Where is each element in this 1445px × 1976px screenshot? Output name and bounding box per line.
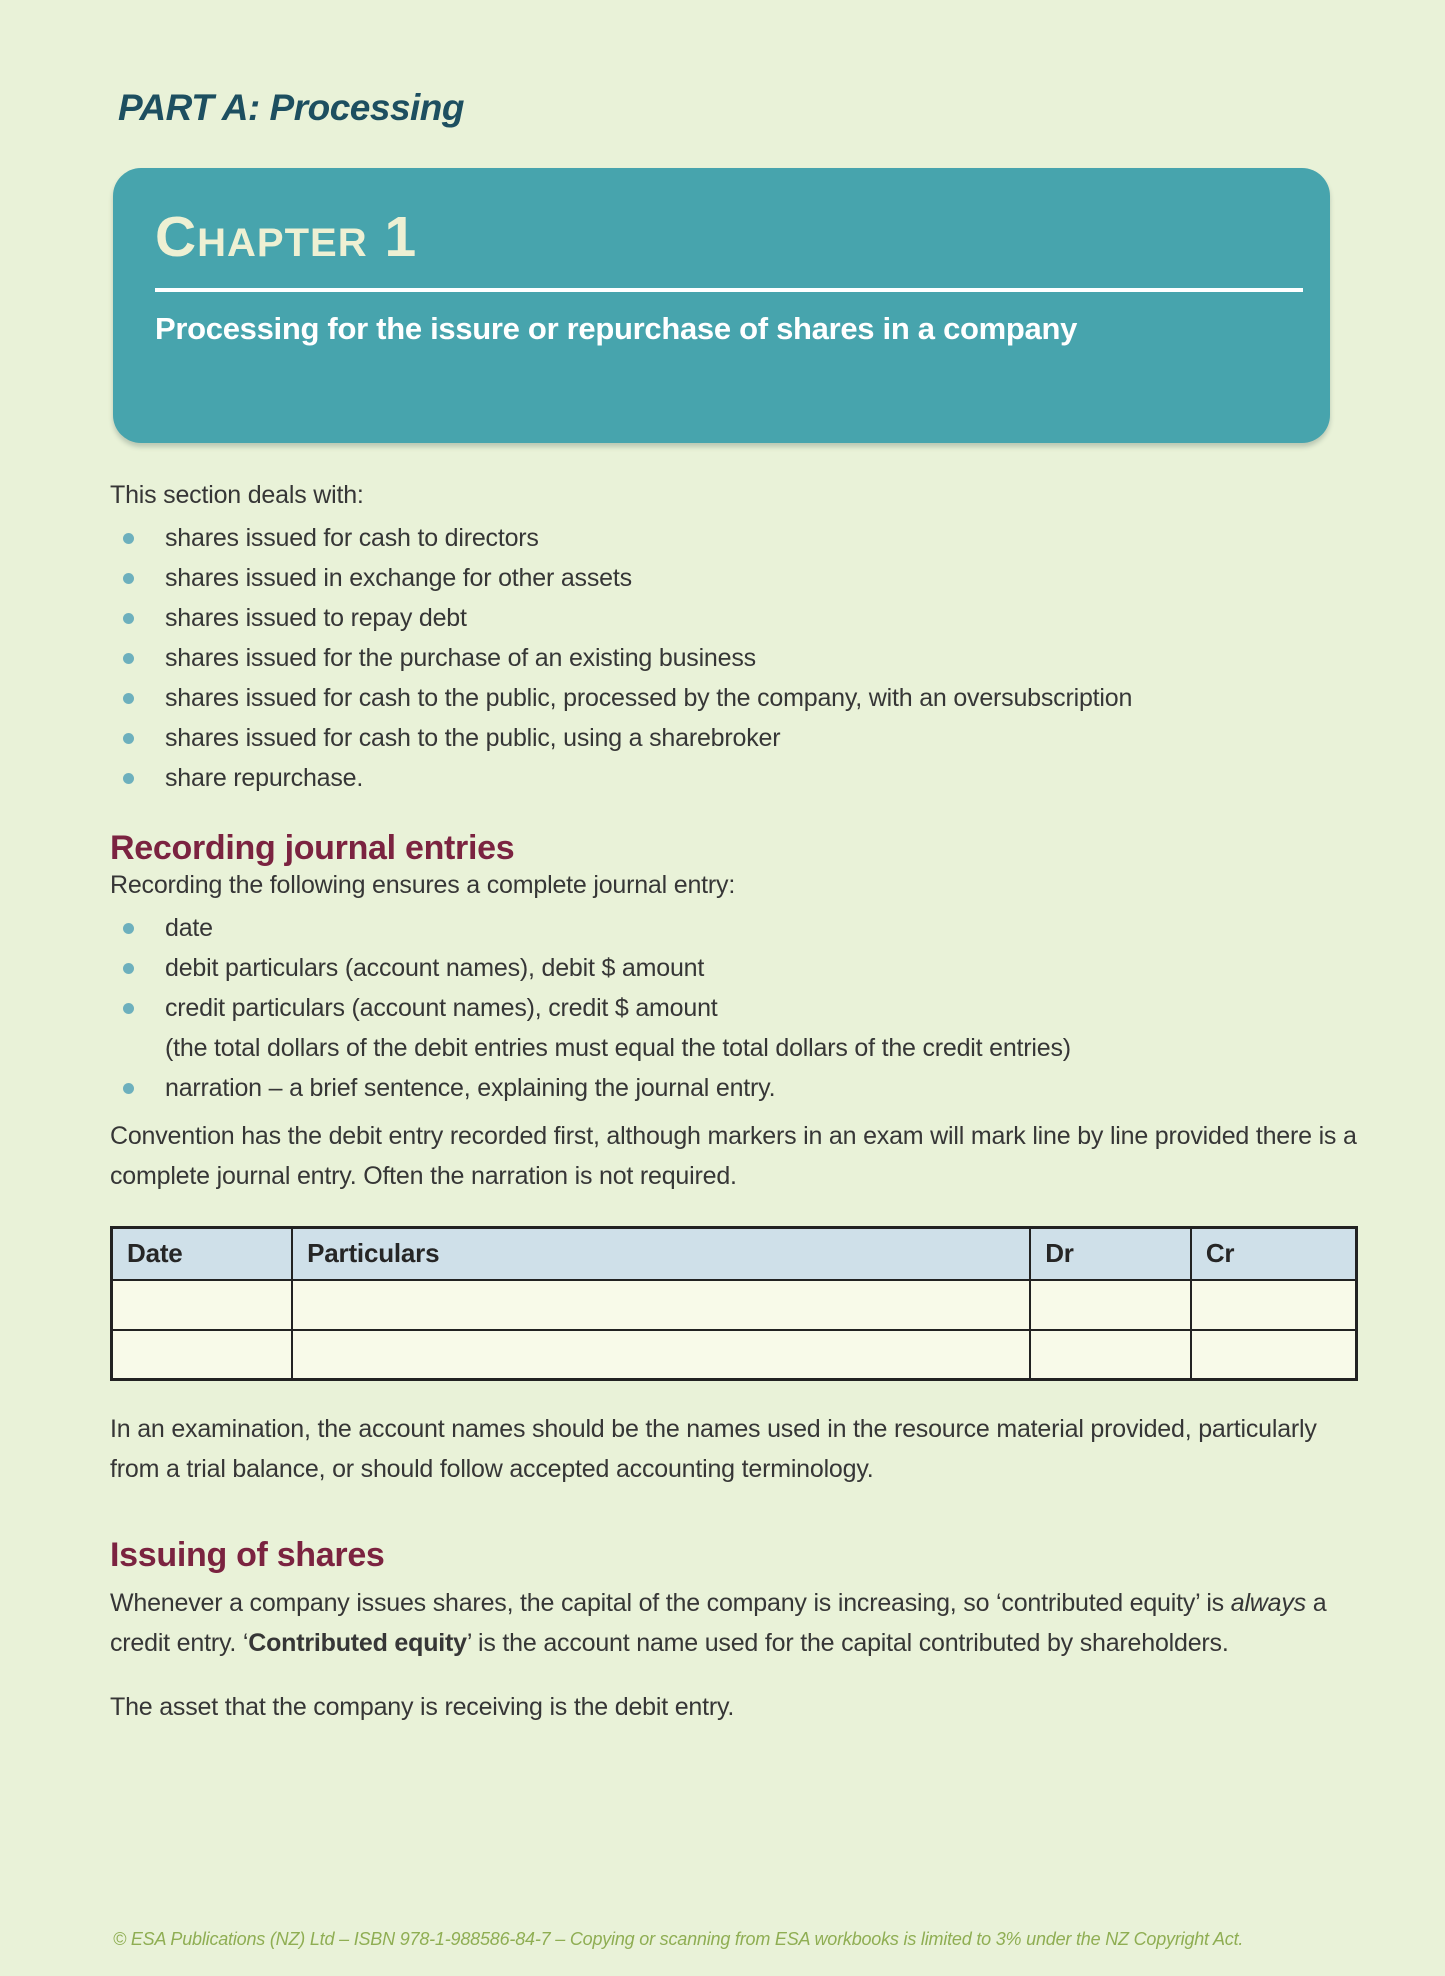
table-header-row [112, 1228, 1357, 1280]
bullet-icon [123, 1083, 134, 1094]
part-title: PART A: Processing [118, 87, 465, 128]
issuing-paragraph-1 [110, 1583, 1370, 1663]
list-item: shares issued in exchange for other assets [110, 558, 1370, 598]
table-cell [112, 1280, 293, 1330]
intro-bullet-list [110, 518, 1370, 798]
list-item: share repurchase. [110, 758, 1370, 798]
list-item: credit particulars (account names), credit $ amount [110, 988, 1370, 1028]
issuing-paragraph-2: The asset that the company is receiving is the debit entry. [110, 1693, 735, 1721]
list-item: narration – a brief sentence, explaining the journal entry. [110, 1068, 1370, 1108]
table-cell [1030, 1330, 1191, 1380]
bullet-icon [123, 1003, 134, 1014]
list-item: shares issued for cash to directors [110, 518, 1370, 558]
table-cell [292, 1280, 1030, 1330]
column-header-particulars: Particulars [292, 1228, 1030, 1280]
list-item: debit particulars (account names), debit $ amount [110, 948, 1370, 988]
recording-lead: Recording the following ensures a complete journal entry: [110, 871, 736, 899]
list-item: shares issued for the purchase of an existing business [110, 638, 1370, 678]
bullet-icon [123, 693, 134, 704]
bullet-icon [123, 963, 134, 974]
column-header-date: Date [112, 1228, 293, 1280]
chapter-divider-rule [155, 288, 1303, 292]
list-item-continuation: (the total dollars of the debit entries must equal the total dollars of the credit entries) [165, 1034, 1071, 1062]
table-cell [1191, 1280, 1357, 1330]
bullet-icon [123, 773, 134, 784]
column-header-dr: Dr [1030, 1228, 1191, 1280]
journal-entry-table [110, 1226, 1358, 1381]
chapter-number-title: Chapter 1 [155, 205, 418, 269]
intro-lead: This section deals with: [110, 481, 364, 509]
issuing-text-part2: a credit entry. ‘ [110, 1589, 1327, 1657]
list-item: shares issued for cash to the public, processed by the company, with an oversubscription [110, 678, 1370, 718]
chapter-subtitle: Processing for the issure or repurchase of shares in a company [155, 311, 1078, 346]
bullet-icon [123, 923, 134, 934]
list-item: shares issued for cash to the public, using a sharebroker [110, 718, 1370, 758]
bullet-icon [123, 653, 134, 664]
issuing-text-part1: Whenever a company issues shares, the capital of the company is increasing, so ‘contributed equity’ is [110, 1589, 1231, 1617]
table-cell [1030, 1280, 1191, 1330]
table-row [112, 1330, 1357, 1380]
recording-bullet-list [110, 908, 1370, 1108]
table-cell [1191, 1330, 1357, 1380]
exam-note-paragraph: In an examination, the account names should be the names used in the resource material provided, particularly from a trial balance, or should follow accepted accounting terminology. [110, 1415, 1317, 1483]
table-cell [112, 1330, 293, 1380]
issuing-text-part3: ’ is the account name used for the capital contributed by shareholders. [466, 1629, 1229, 1657]
bullet-icon [123, 613, 134, 624]
list-item: date [110, 908, 1370, 948]
bullet-icon [123, 573, 134, 584]
issuing-text-bold-contributed-equity: Contributed equity [248, 1629, 467, 1657]
column-header-cr: Cr [1191, 1228, 1357, 1280]
chapter-header-box [113, 168, 1330, 443]
copyright-footer: © ESA Publications (NZ) Ltd – ISBN 978-1-988586-84-7 – Copying or scanning from ESA workbooks is limited to 3% under the NZ Copyright Act. [113, 1929, 1244, 1949]
section-heading-recording-journal-entries: Recording journal entries [110, 829, 515, 867]
list-item: shares issued to repay debt [110, 598, 1370, 638]
bullet-icon [123, 533, 134, 544]
bullet-icon [123, 733, 134, 744]
convention-paragraph: Convention has the debit entry recorded first, although markers in an exam will mark line by line provided there is a complete journal entry. Often the narration is not required. [110, 1122, 1357, 1190]
table-cell [292, 1330, 1030, 1380]
table-row [112, 1280, 1357, 1330]
issuing-text-italic-always: always [1230, 1589, 1306, 1617]
section-heading-issuing-of-shares: Issuing of shares [110, 1536, 385, 1574]
